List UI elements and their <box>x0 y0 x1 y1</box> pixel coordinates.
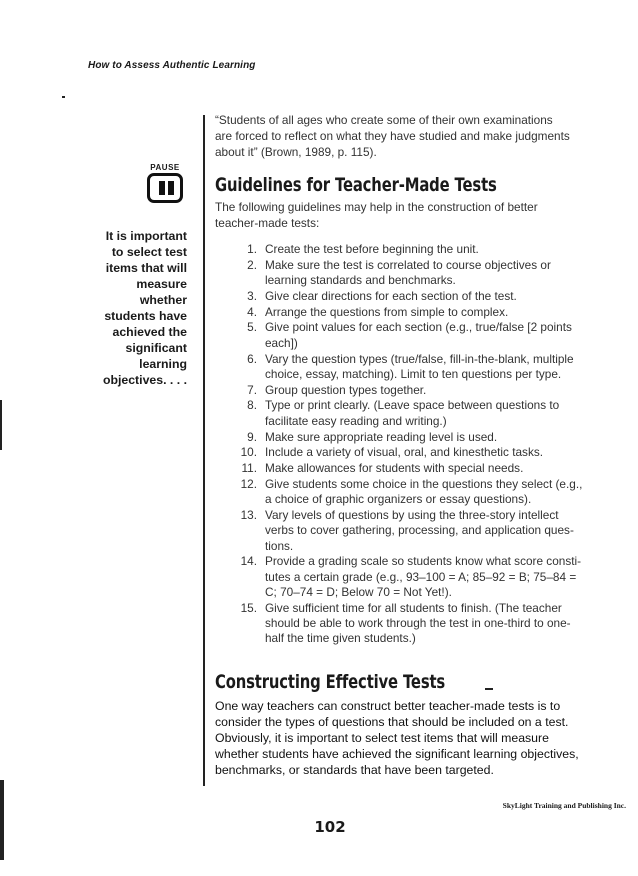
guideline-text-line: Give clear directions for each section of the test. <box>265 288 517 303</box>
guideline-item <box>215 554 615 600</box>
guideline-item <box>215 445 615 460</box>
column-divider <box>203 115 205 786</box>
main-column <box>215 113 615 778</box>
guideline-number: 6. <box>247 351 257 366</box>
guideline-number: 5. <box>247 320 257 335</box>
page-number: 102 <box>314 818 346 836</box>
guideline-number: 9. <box>247 429 257 444</box>
guideline-item <box>215 508 615 554</box>
guideline-item <box>215 352 615 383</box>
guideline-text-line: each]) <box>265 335 298 350</box>
scan-speck <box>485 688 493 690</box>
guideline-number: 2. <box>247 257 257 272</box>
guidelines-list <box>215 242 615 647</box>
running-title: How to Assess Authentic Learning <box>88 60 256 71</box>
guideline-text-line: Give point values for each section (e.g., true/false [2 points <box>265 320 572 335</box>
guideline-item <box>215 461 615 476</box>
guideline-item <box>215 477 615 508</box>
paragraph-line: consider the types of questions that should be included on a test. <box>215 714 569 729</box>
guideline-text-line: Make sure appropriate reading level is used. <box>265 429 498 444</box>
guideline-text-line: Group question types together. <box>265 382 427 397</box>
section-heading-constructing: Constructing Effective Tests <box>215 670 446 693</box>
guideline-text-line: tions. <box>265 538 294 553</box>
guideline-text-line: Create the test before beginning the unit. <box>265 241 479 256</box>
guideline-number: 7. <box>247 382 257 397</box>
pause-graphic <box>143 163 187 208</box>
sidebar-line: students have <box>104 309 187 323</box>
guideline-text-line: Make sure the test is correlated to course objectives or <box>265 257 551 272</box>
guideline-text-line: Include a variety of visual, oral, and kinesthetic tasks. <box>265 445 544 460</box>
guideline-item <box>215 320 615 351</box>
guideline-text-line: Give sufficient time for all students to finish. (The teacher <box>265 600 562 615</box>
guideline-item <box>215 305 615 320</box>
sidebar-line: items that will <box>105 261 187 275</box>
guideline-number: 8. <box>247 398 257 413</box>
guideline-text-line: choice, essay, matching). Limit to ten questions per type. <box>265 366 562 381</box>
guideline-number: 11. <box>241 461 257 476</box>
guideline-text-line: C; 70–74 = D; Below 70 = Not Yet!). <box>265 585 452 600</box>
guideline-number: 4. <box>247 304 257 319</box>
guideline-text-line: Arrange the questions from simple to complex. <box>265 304 509 319</box>
guideline-item <box>215 258 615 289</box>
sidebar-line: learning <box>139 357 187 371</box>
quote-line: “Students of all ages who create some of their own examinations <box>215 113 553 127</box>
section-heading-guidelines: Guidelines for Teacher-Made Tests <box>215 174 497 197</box>
guideline-text-line: facilitate easy reading and writing.) <box>265 413 447 428</box>
guideline-text-line: verbs to cover gathering, processing, and application ques- <box>265 523 574 538</box>
scan-speck <box>62 96 65 98</box>
guideline-item <box>215 430 615 445</box>
intro-line: The following guidelines may help in the construction of better <box>215 200 538 215</box>
sidebar-line: significant <box>125 341 187 355</box>
guideline-number: 3. <box>247 288 257 303</box>
guideline-text-line: Type or print clearly. (Leave space between questions to <box>265 398 560 413</box>
guideline-number: 15. <box>240 600 257 615</box>
pause-label: PAUSE <box>150 163 180 172</box>
sidebar-pull-quote <box>60 228 187 388</box>
opening-quote <box>215 113 615 160</box>
guideline-number: 1. <box>247 241 257 256</box>
guideline-text-line: Vary the question types (true/false, fill-in-the-blank, multiple <box>265 351 574 366</box>
guideline-text-line: learning standards and benchmarks. <box>265 273 456 288</box>
intro-line: teacher-made tests: <box>215 216 320 231</box>
paragraph-line: One way teachers can construct better teacher-made tests is to <box>215 698 561 713</box>
sidebar-line: to select test <box>111 245 187 259</box>
guideline-item <box>215 383 615 398</box>
sidebar-line: measure <box>136 277 187 291</box>
quote-line: about it” (Brown, 1989, p. 115). <box>215 144 377 159</box>
sidebar-line: achieved the <box>112 325 187 339</box>
guideline-item <box>215 242 615 257</box>
guideline-number: 13. <box>240 508 257 523</box>
guideline-text-line: Give students some choice in the questions they select (e.g., <box>265 476 583 491</box>
guidelines-intro <box>215 200 615 232</box>
paragraph-line: benchmarks, or standards that have been targeted. <box>215 762 494 777</box>
guideline-text-line: Provide a grading scale so students know what score consti- <box>265 554 582 569</box>
quote-line: are forced to reflect on what they have studied and make judgments <box>215 128 570 143</box>
sidebar-line: whether <box>139 293 187 307</box>
publisher-credit: SkyLight Training and Publishing Inc. <box>502 801 626 810</box>
pause-icon <box>147 173 183 203</box>
sidebar-line: objectives. . . . <box>102 373 187 387</box>
guideline-text-line: half the time given students.) <box>265 631 416 646</box>
guideline-text-line: a choice of graphic organizers or essay questions). <box>265 492 532 507</box>
guideline-number: 14. <box>240 554 257 569</box>
sidebar-line: It is important <box>105 229 187 243</box>
guideline-number: 12. <box>240 476 257 491</box>
scan-edge-mark <box>0 780 4 860</box>
guideline-item <box>215 398 615 429</box>
scan-edge-mark <box>0 400 2 450</box>
guideline-item <box>215 289 615 304</box>
guideline-text-line: should be able to work through the test in one-third to one- <box>265 616 571 631</box>
guideline-text-line: Make allowances for students with special needs. <box>265 461 524 476</box>
constructing-paragraph <box>215 698 615 778</box>
guideline-text-line: tutes a certain grade (e.g., 93–100 = A; 85–92 = B; 75–84 = <box>265 569 577 584</box>
guideline-text-line: Vary levels of questions by using the three-story intellect <box>265 508 559 523</box>
paragraph-line: Obviously, it is important to select test items that will measure <box>215 730 549 745</box>
guideline-number: 10. <box>240 445 257 460</box>
guideline-item <box>215 601 615 647</box>
paragraph-line: whether students have achieved the significant learning objectives, <box>215 746 579 761</box>
